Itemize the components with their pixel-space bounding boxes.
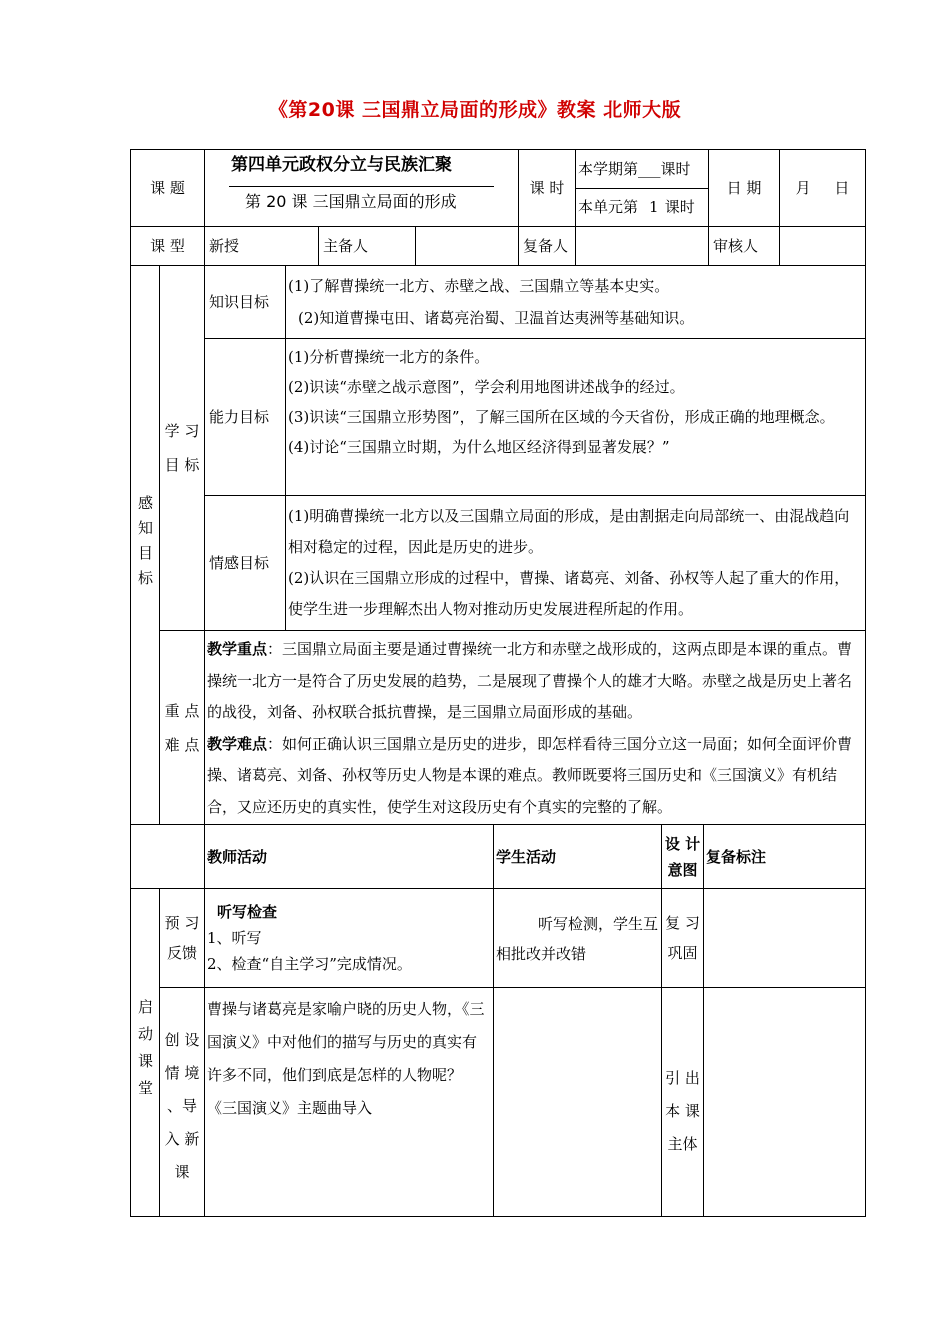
- key-difficulty-content: [204, 630, 866, 825]
- hours-unit-number: 1: [643, 189, 665, 227]
- student-activity-header: 学生活动: [493, 824, 662, 889]
- date-label: 日 期: [708, 149, 780, 227]
- ability-item: (3)识读“三国鼎立形势图”，了解三国所在区域的今天省份，形成正确的地理概念。: [288, 408, 835, 426]
- startup-label: 启动课堂: [136, 998, 154, 1107]
- lead-value: [415, 226, 519, 266]
- knowledge-item: (1)了解曹操统一北方、赤壁之战、三国鼎立等基本史实。: [288, 277, 670, 295]
- key-difficulty-label: 重 点 难 点: [159, 630, 205, 825]
- hours-term: 本学期第___课时: [575, 149, 709, 189]
- knowledge-item: (2)知道曹操屯田、诸葛亮治蜀、卫温首达夷洲等基础知识。: [298, 309, 695, 327]
- ability-item: (2)识读“赤壁之战示意图”，学会利用地图讲述战争的经过。: [288, 378, 685, 396]
- difficulty-text: ：如何正确认识三国鼎立是历史的进步，即怎样看待三国分立这一局面；如何全面评价曹操、诸葛亮、刘备、孙权等历史人物是本课的难点。教师既要将三国历史和《三国演义》有机结合，又应还历史的真实性，使学生对这段历史有个真实的完整的了解。: [207, 734, 853, 816]
- scenario-notes: [703, 987, 866, 1217]
- activity-header-blank: [130, 824, 205, 889]
- emotion-label: 情感目标: [204, 495, 286, 631]
- date-value: 月 日: [779, 149, 866, 227]
- ability-item: (1)分析曹操统一北方的条件。: [288, 348, 490, 366]
- emotion-item: (2)认识在三国鼎立形成的过程中，曹操、诸葛亮、刘备、孙权等人起了重大的作用，使学生进一步理解杰出人物对推动历史发展进程所起的作用。: [288, 569, 850, 618]
- hours-unit-prefix: 本单元第: [578, 198, 643, 216]
- audit-label: 审核人: [708, 226, 780, 266]
- review-label: 复备人: [518, 226, 576, 266]
- preview-student: 听写检测，学生互相批改并改错: [493, 888, 662, 988]
- hours-unit: [575, 188, 709, 227]
- notes-header: 复备标注: [703, 824, 866, 889]
- key-point-paragraph: [207, 634, 863, 729]
- perception-label: 感知目标: [136, 495, 154, 595]
- scenario-teacher-line: 《三国演义》主题曲导入: [207, 1099, 373, 1117]
- unit-title: 第四单元政权分立与民族汇聚: [231, 155, 452, 175]
- knowledge-label: 知识目标: [204, 265, 286, 339]
- type-label: 课 型: [130, 226, 205, 266]
- preview-teacher-item: 1、听写: [207, 929, 262, 947]
- preview-design: 复 习 巩固: [661, 888, 704, 988]
- type-value: 新授: [204, 226, 319, 266]
- preview-notes: [703, 888, 866, 988]
- lesson-title: 第 20 课 三国鼎立局面的形成: [245, 192, 457, 211]
- design-intent-header: 设 计意图: [661, 824, 704, 889]
- hours-unit-suffix: 课时: [664, 198, 695, 216]
- scenario-design: 引 出 本 课 主体: [661, 987, 704, 1217]
- scenario-teacher-line: 曹操与诸葛亮是家喻户晓的历史人物，《三国演义》中对他们的描写与历史的真实有许多不同，他们到底是怎样的人物呢？: [207, 1000, 485, 1084]
- title-divider: [229, 186, 494, 187]
- key-point-label: 教学重点: [207, 640, 268, 658]
- scenario-student: [493, 987, 662, 1217]
- ability-item: (4)讨论“三国鼎立时期，为什么地区经济得到显著发展？”: [288, 438, 670, 456]
- page-title: 《第20课 三国鼎立局面的形成》教案 北师大版: [268, 99, 682, 121]
- startup-label-cell: [130, 888, 160, 1217]
- preview-label: 预 习 反馈: [159, 888, 205, 988]
- lesson-title-cell: [204, 149, 519, 227]
- ability-label: 能力目标: [204, 338, 286, 496]
- preview-teacher: [204, 888, 494, 988]
- difficulty-label: 教学难点: [207, 734, 268, 753]
- preview-teacher-title: 听写检查: [217, 903, 278, 921]
- lead-label: 主备人: [318, 226, 416, 266]
- lesson-label: 课 题: [130, 149, 205, 227]
- learning-goals-label: 学 习 目 标: [159, 265, 205, 631]
- hours-label: 课 时: [518, 149, 576, 227]
- emotion-content: [285, 495, 866, 631]
- preview-teacher-item: 2、检查“自主学习”完成情况。: [207, 955, 412, 973]
- perception-label-cell: [130, 265, 160, 825]
- key-point-text: ：三国鼎立局面主要是通过曹操统一北方和赤壁之战形成的，这两点即是本课的重点。曹操统一北方一是符合了历史发展的趋势，二是展现了曹操个人的雄才大略。赤壁之战是历史上著名的战役，刘备、孙权联合抵抗曹操，是三国鼎立局面形成的基础。: [207, 640, 853, 721]
- difficulty-paragraph: [207, 729, 863, 824]
- knowledge-content: [285, 265, 866, 339]
- review-value: [575, 226, 709, 266]
- ability-content: [285, 338, 866, 496]
- teacher-activity-header: 教师活动: [204, 824, 494, 889]
- scenario-label: 创 设 情 境 、导 入 新课: [159, 987, 205, 1217]
- scenario-teacher: [204, 987, 494, 1217]
- emotion-item: (1)明确曹操统一北方以及三国鼎立局面的形成，是由割据走向局部统一、由混战趋向相对稳定的过程，因此是历史的进步。: [288, 507, 850, 556]
- audit-value: [779, 226, 866, 266]
